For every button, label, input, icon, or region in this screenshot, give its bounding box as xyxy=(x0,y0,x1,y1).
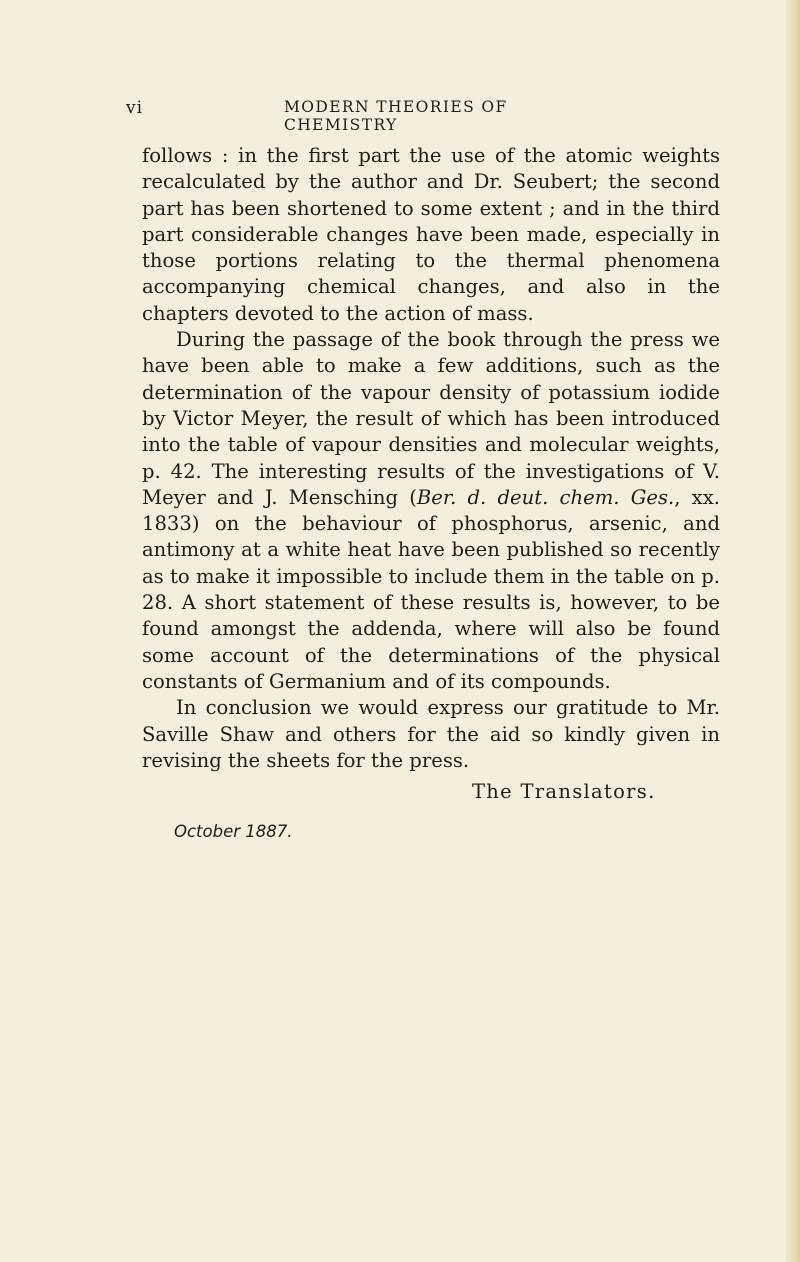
paragraph-continuation: follows : in the first part the use of the atomic weights recalculated by the author and Dr. Seubert; the second part has been shortened to some extent ; and in the third part considerable changes have been made, especially in those portions relating to the thermal phenomena accompanying chemical changes, and also in the chapters devoted to the action of mass. xyxy=(142,144,720,325)
paragraph-additions xyxy=(142,327,720,695)
translators-signature: The Translators. xyxy=(472,780,656,803)
body-text xyxy=(142,143,720,774)
additions-lead-text: During the passage of the book through the press we have been able to make a few additions, such as the determination of the vapour density of potassium iodide by Victor Meyer, the result of which has been introduced into the table of vapour densities and molecular weights, p. 42. The interesting results of the investigations of V. Meyer and J. Mensching ( xyxy=(142,328,720,509)
journal-citation: Ber. d. deut. chem. Ges. xyxy=(416,485,675,509)
running-title: MODERN THEORIES OF CHEMISTRY xyxy=(284,98,508,134)
page-edge xyxy=(786,0,800,1262)
running-head xyxy=(126,98,602,134)
additions-rest-text: , xx. 1833) on the behaviour of phosphorus, arsenic, and antimony at a white heat have been published so recently as to make it impossible to include them in the table on p. 28. A short statement of these results is, however, to be found amongst the addenda, where will also be found some account of the determinations of the physical constants of Germanium and of its compounds. xyxy=(142,485,720,693)
date-line: October 1887. xyxy=(174,822,293,841)
paragraph-conclusion: In conclusion we would express our gratitude to Mr. Saville Shaw and others for the aid so kindly given in revising the sheets for the press. xyxy=(142,696,720,772)
page-number: vi xyxy=(126,98,144,118)
